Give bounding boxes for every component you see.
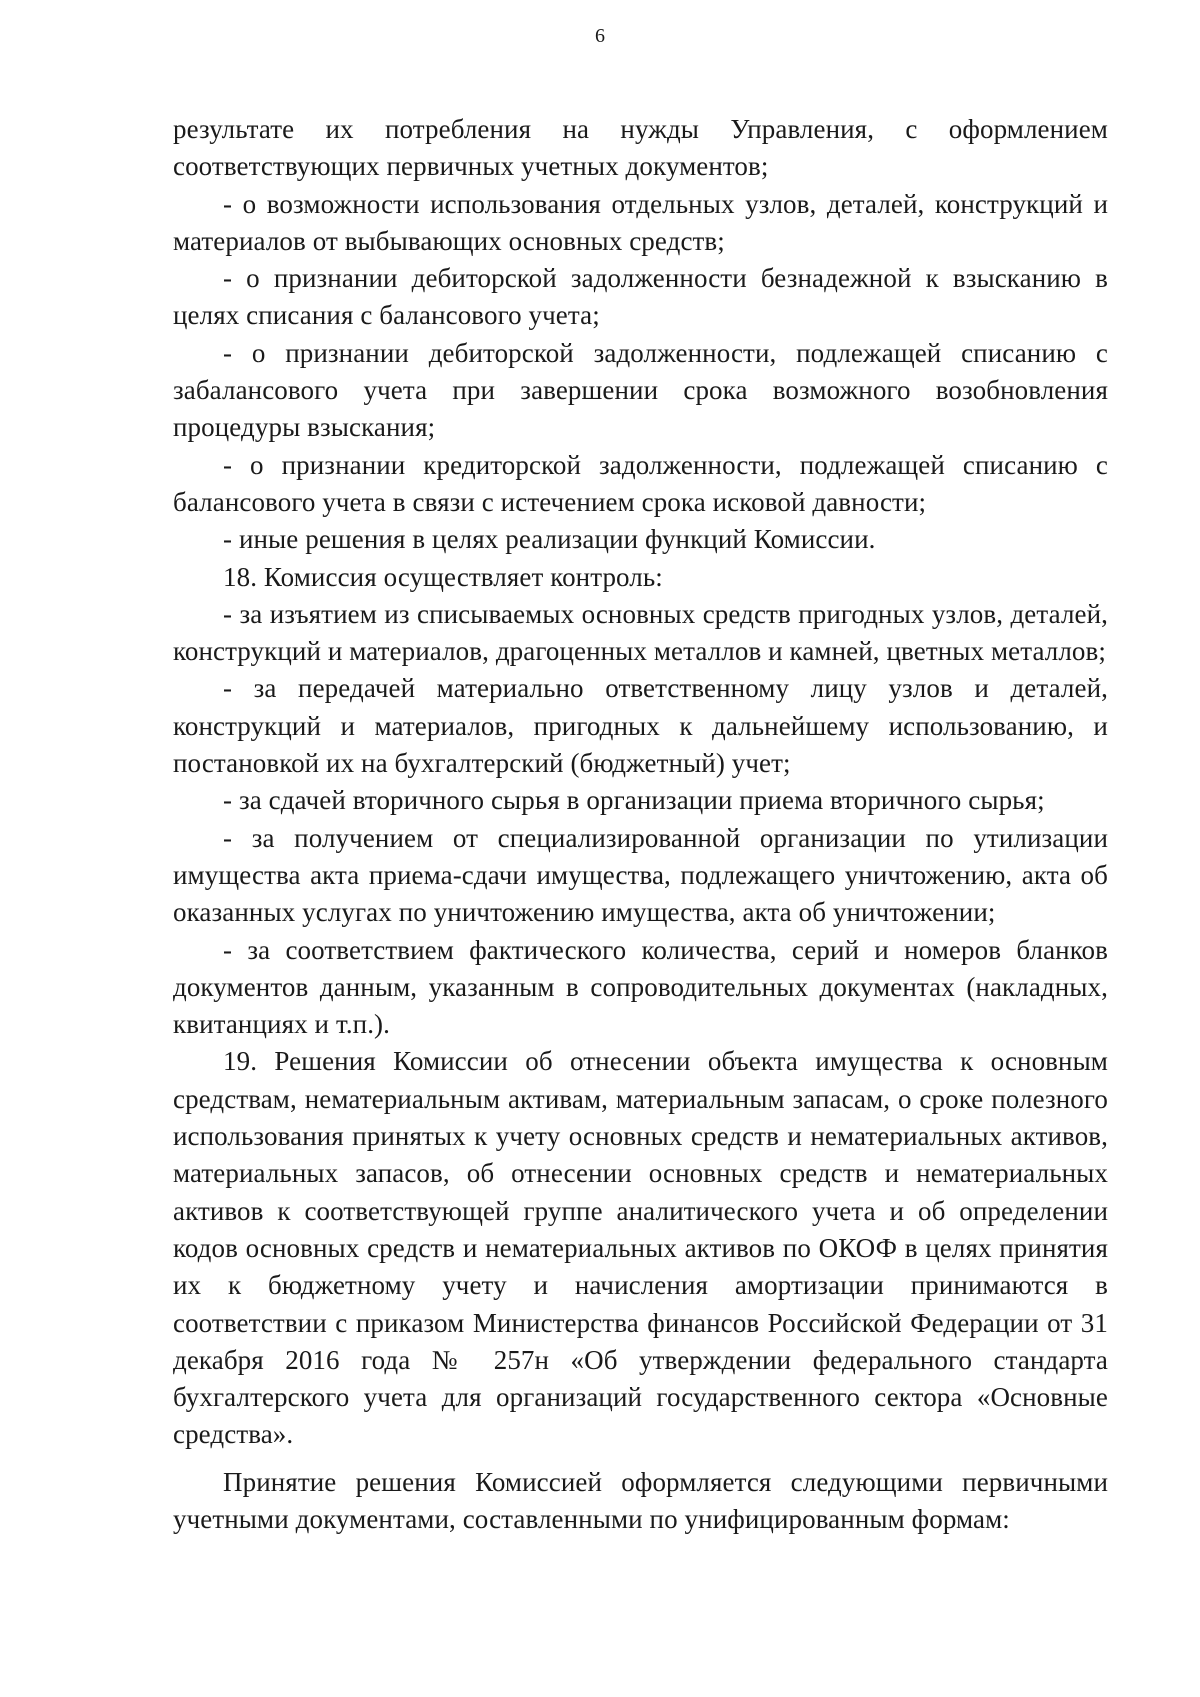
list-item: - о признании кредиторской задолженности, подлежащей списанию с балансового учета в связи с истечением срока исковой давности;	[173, 449, 1108, 517]
list-item: - за получением от специализированной организации по утилизации имущества акта приема-сдачи имущества, подлежащего уничтожению, акта об оказанных услугах по уничтожению имущества, акта об уничтожении;	[173, 822, 1108, 928]
document-body	[173, 111, 1108, 1538]
list-item: - за изъятием из списываемых основных средств пригодных узлов, деталей, конструкций и материалов, драгоценных металлов и камней, цветных металлов;	[173, 598, 1108, 667]
section-heading-18: 18. Комиссия осуществляет контроль:	[223, 561, 663, 592]
section-paragraph-19: 19. Решения Комиссии об отнесении объекта имущества к основным средствам, нематериальным активам, материальным запасам, о сроке полезного использования принятых к учету основных средств и нематериальных активов, материальных запасов, об отнесении основных средств и нематериальных активов к соответствующей группе аналитического учета и об определении кодов основных средств и нематериальных активов по ОКОФ в целях принятия их к бюджетному учету и начисления амортизации принимаются в соответствии с приказом Министерства финансов Российской Федерации от 31 декабря 2016 года № 257н «Об утверждении федерального стандарта бухгалтерского учета для организаций государственного сектора «Основные средства».	[173, 1046, 1108, 1450]
list-item: - о признании дебиторской задолженности безнадежной к взысканию в целях списания с балансового учета;	[173, 263, 1108, 331]
paragraph-continuation: результате их потребления на нужды Управления, с оформлением соответствующих первичных учетных документов;	[173, 114, 1108, 182]
page-number: 6	[595, 25, 605, 47]
list-item: - за сдачей вторичного сырья в организации приема вторичного сырья;	[223, 785, 1045, 816]
list-item: - за соответствием фактического количества, серий и номеров бланков документов данным, указанным в сопроводительных документах (накладных, квитанциях и т.п.).	[173, 934, 1108, 1040]
list-item: - за передачей материально ответственному лицу узлов и деталей, конструкций и материалов, пригодных к дальнейшему использованию, и постановкой их на бухгалтерский (бюджетный) учет;	[173, 673, 1108, 779]
list-item: - о возможности использования отдельных узлов, деталей, конструкций и материалов от выбывающих основных средств;	[173, 188, 1108, 256]
list-item: - иные решения в целях реализации функций Комиссии.	[223, 524, 876, 555]
closing-paragraph: Принятие решения Комиссией оформляется следующими первичными учетными документами, составленными по унифицированным формам:	[173, 1466, 1108, 1534]
list-item: - о признании дебиторской задолженности, подлежащей списанию с забалансового учета при завершении срока возможного возобновления процедуры взыскания;	[173, 337, 1108, 443]
